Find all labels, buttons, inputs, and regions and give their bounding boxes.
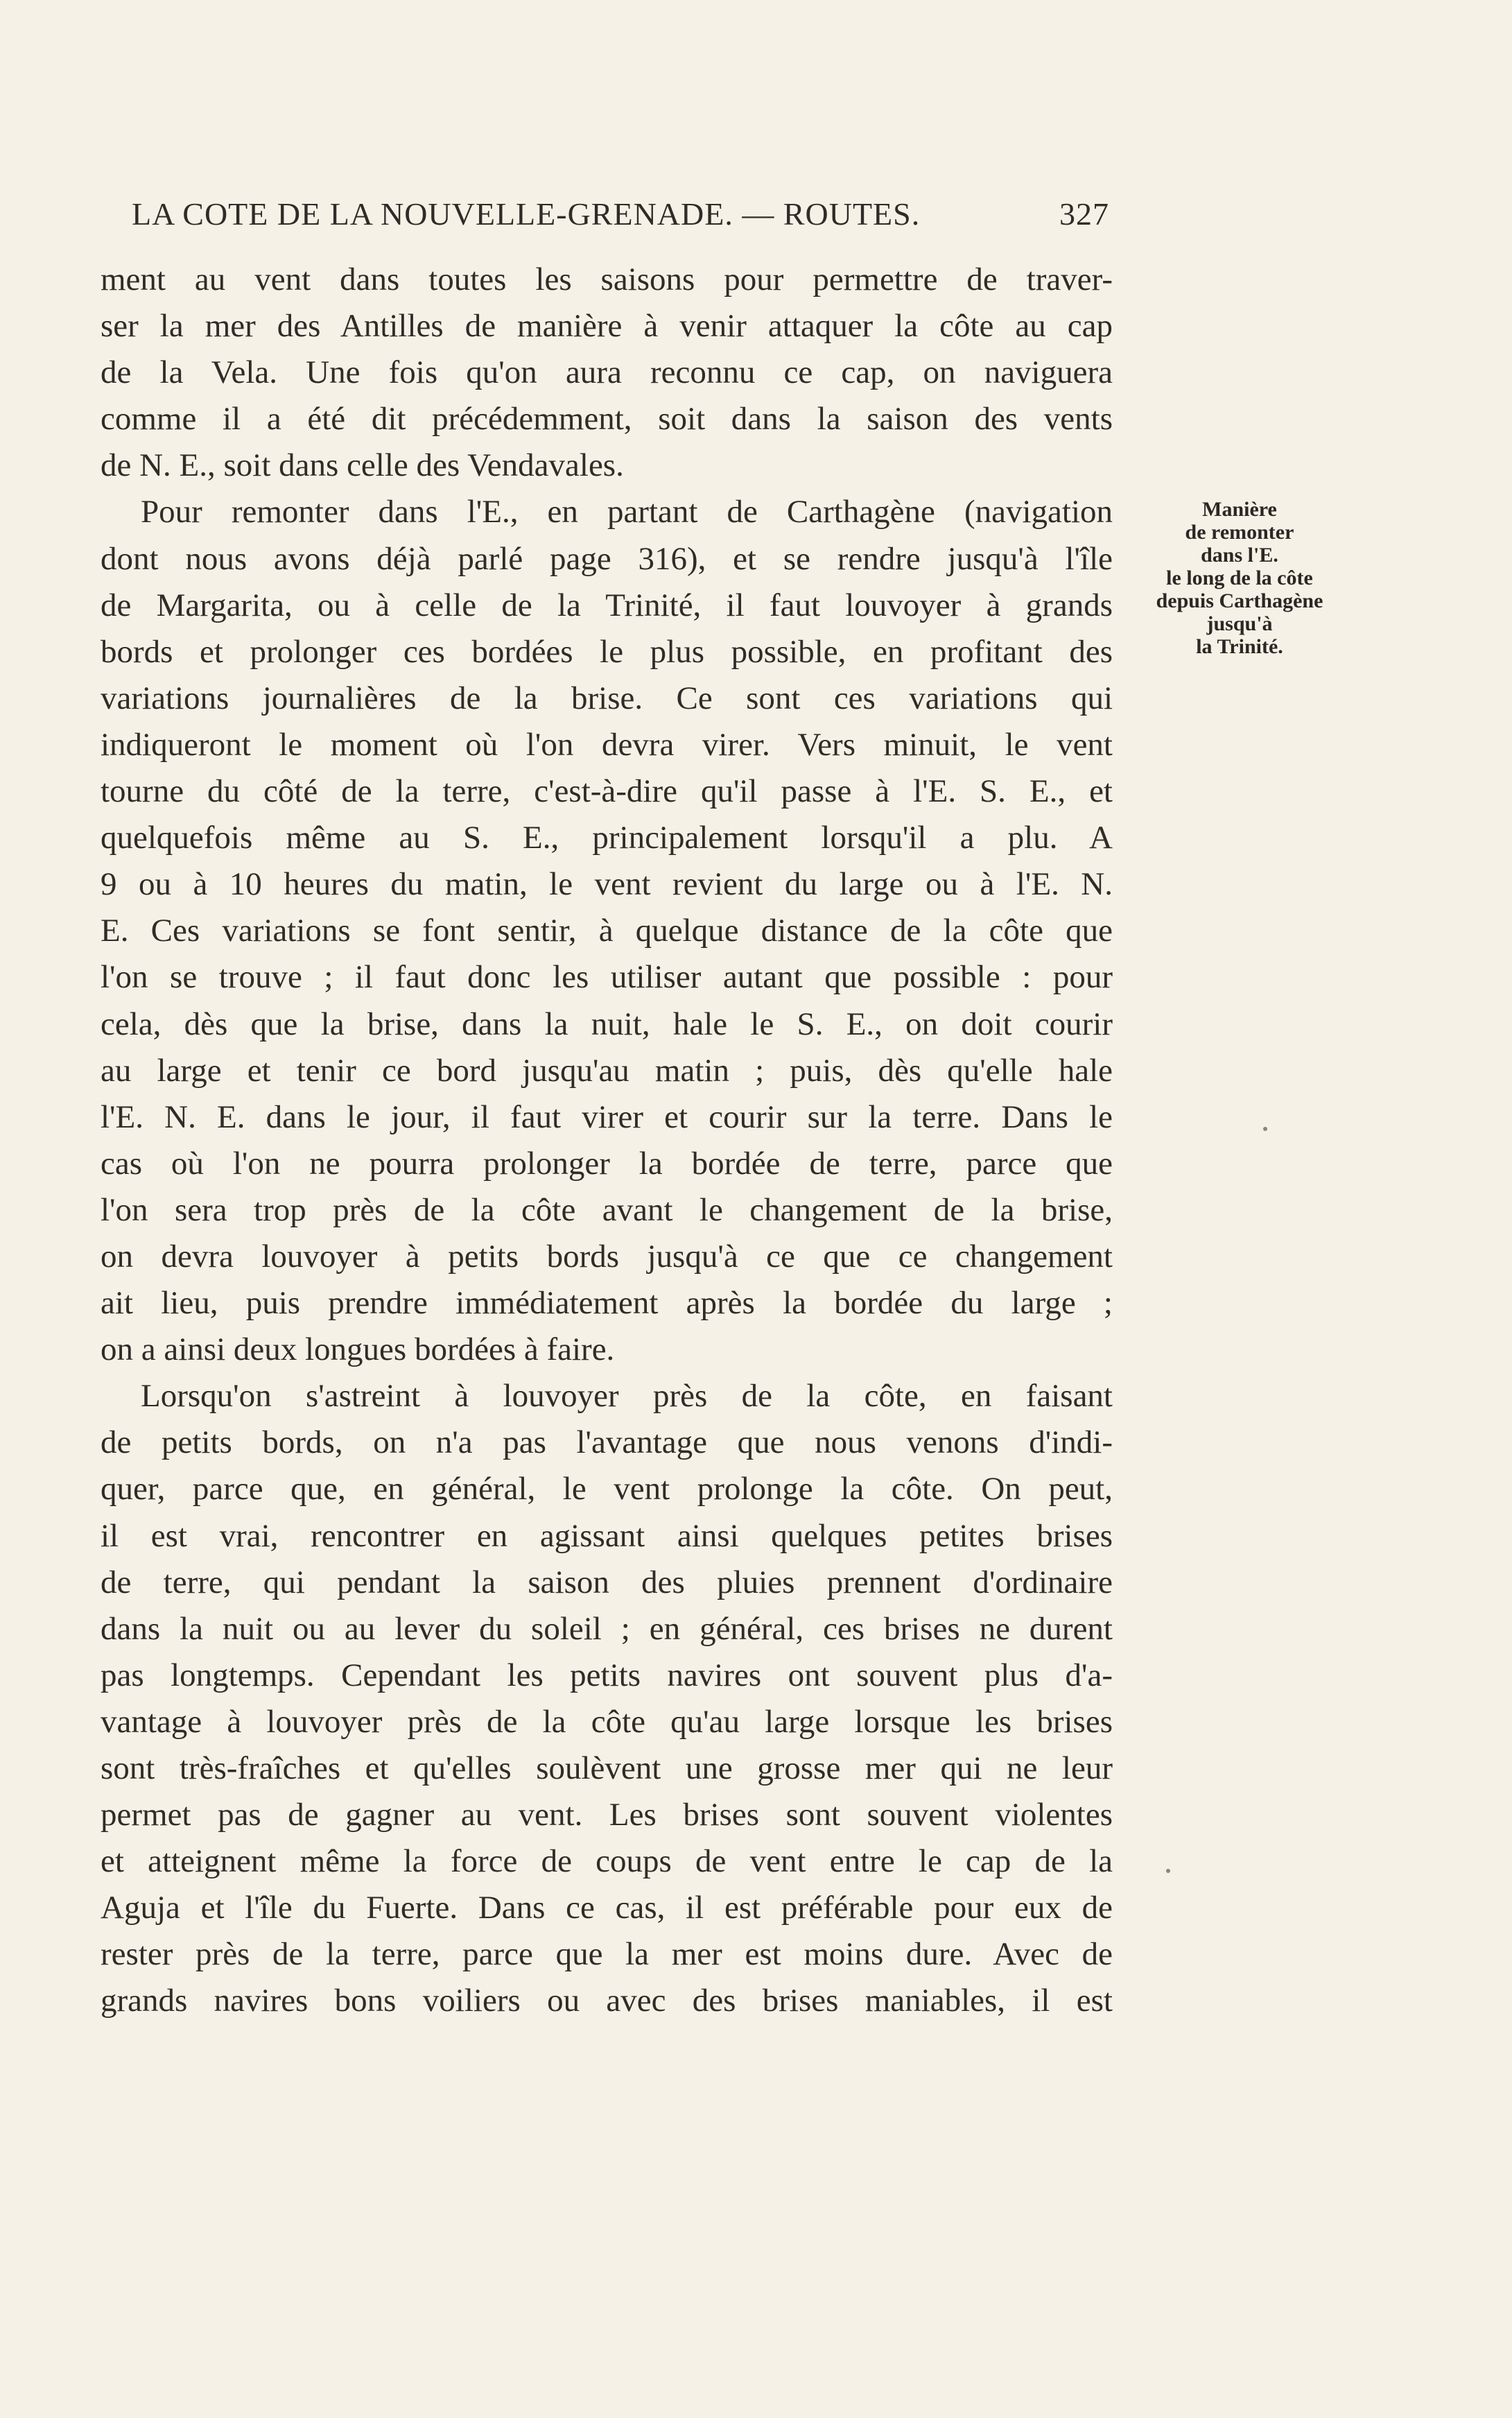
text-line: indiqueront le moment où l'on devra virer. Vers minuit, le vent	[101, 726, 1113, 763]
text-line: ser la mer des Antilles de manière à venir attaquer la côte au cap	[101, 308, 1113, 345]
text-line: l'E. N. E. dans le jour, il faut virer et courir sur la terre. Dans le	[101, 1098, 1113, 1135]
text-line: l'on se trouve ; il faut donc les utiliser autant que possible : pour	[101, 959, 1113, 996]
text-line: Aguja et l'île du Fuerte. Dans ce cas, il est préférable pour eux de	[101, 1890, 1113, 1926]
text-line: l'on sera trop près de la côte avant le changement de la brise,	[101, 1191, 1113, 1228]
text-line: Lorsqu'on s'astreint à louvoyer près de la côte, en faisant	[141, 1378, 1113, 1415]
text-line: de terre, qui pendant la saison des pluies prennent d'ordinaire	[101, 1564, 1113, 1600]
text-line: de petits bords, on n'a pas l'avantage que nous venons d'indi-	[101, 1424, 1113, 1461]
text-line: on a ainsi deux longues bordées à faire.	[101, 1331, 615, 1368]
text-line: variations journalières de la brise. Ce sont ces variations qui	[101, 680, 1113, 716]
text-line: cela, dès que la brise, dans la nuit, hale le S. E., on doit courir	[101, 1005, 1113, 1042]
text-line: il est vrai, rencontrer en agissant ainsi quelques petites brises	[101, 1517, 1113, 1554]
body-text	[101, 257, 1113, 2025]
text-line: ait lieu, puis prendre immédiatement après la bordée du large ;	[101, 1285, 1113, 1322]
text-line: quer, parce que, en général, le vent prolonge la côte. On peut,	[101, 1471, 1113, 1508]
text-line: on devra louvoyer à petits bords jusqu'à ce que ce changement	[101, 1238, 1113, 1275]
text-line: permet pas de gagner au vent. Les brises sont souvent violentes	[101, 1797, 1113, 1833]
margin-note-line: jusqu'à	[1206, 612, 1273, 635]
page-number: 327	[1059, 196, 1109, 232]
text-line: sont très-fraîches et qu'elles soulèvent une grosse mer qui ne leur	[101, 1750, 1113, 1786]
text-line: Pour remonter dans l'E., en partant de Carthagène (navigation	[141, 494, 1113, 530]
running-title: LA COTE DE LA NOUVELLE-GRENADE. — ROUTES.	[132, 196, 921, 232]
text-line: vantage à louvoyer près de la côte qu'au large lorsque les brises	[101, 1703, 1113, 1740]
text-line: et atteignent même la force de coups de vent entre le cap de la	[101, 1843, 1113, 1880]
margin-note-line: le long de la côte	[1166, 567, 1313, 589]
text-line: 9 ou à 10 heures du matin, le vent revient du large ou à l'E. N.	[101, 866, 1113, 903]
text-line: cas où l'on ne pourra prolonger la bordée de terre, parce que	[101, 1145, 1113, 1182]
print-speck	[1263, 1127, 1267, 1131]
text-line: comme il a été dit précédemment, soit dans la saison des vents	[101, 401, 1113, 438]
margin-note-line: dans l'E.	[1201, 544, 1278, 567]
page-header	[132, 196, 1109, 237]
text-line: de la Vela. Une fois qu'on aura reconnu ce cap, on naviguera	[101, 354, 1113, 391]
text-line: grands navires bons voiliers ou avec des brises maniables, il est	[101, 1983, 1113, 2019]
margin-note	[1129, 498, 1350, 658]
text-line: de Margarita, ou à celle de la Trinité, il faut louvoyer à grands	[101, 587, 1113, 623]
margin-note-line: la Trinité.	[1196, 635, 1283, 658]
margin-note-line: depuis Carthagène	[1156, 589, 1323, 612]
text-line: tourne du côté de la terre, c'est-à-dire qu'il passe à l'E. S. E., et	[101, 773, 1113, 810]
text-line: E. Ces variations se font sentir, à quelque distance de la côte que	[101, 913, 1113, 949]
text-line: bords et prolonger ces bordées le plus possible, en profitant des	[101, 633, 1113, 670]
text-line: dans la nuit ou au lever du soleil ; en général, ces brises ne durent	[101, 1610, 1113, 1647]
margin-note-line: de remonter	[1185, 521, 1294, 544]
text-line: rester près de la terre, parce que la mer est moins dure. Avec de	[101, 1936, 1113, 1973]
text-line: ment au vent dans toutes les saisons pour permettre de traver-	[101, 261, 1113, 297]
text-line: pas longtemps. Cependant les petits navires ont souvent plus d'a-	[101, 1657, 1113, 1693]
print-speck	[1166, 1869, 1170, 1873]
text-line: au large et tenir ce bord jusqu'au matin ; puis, dès qu'elle hale	[101, 1052, 1113, 1089]
margin-note-line: Manière	[1202, 498, 1277, 521]
text-line: quelquefois même au S. E., principalement lorsqu'il a plu. A	[101, 820, 1113, 856]
text-line: dont nous avons déjà parlé page 316), et se rendre jusqu'à l'île	[101, 540, 1113, 577]
text-line: de N. E., soit dans celle des Vendavales.	[101, 447, 624, 484]
